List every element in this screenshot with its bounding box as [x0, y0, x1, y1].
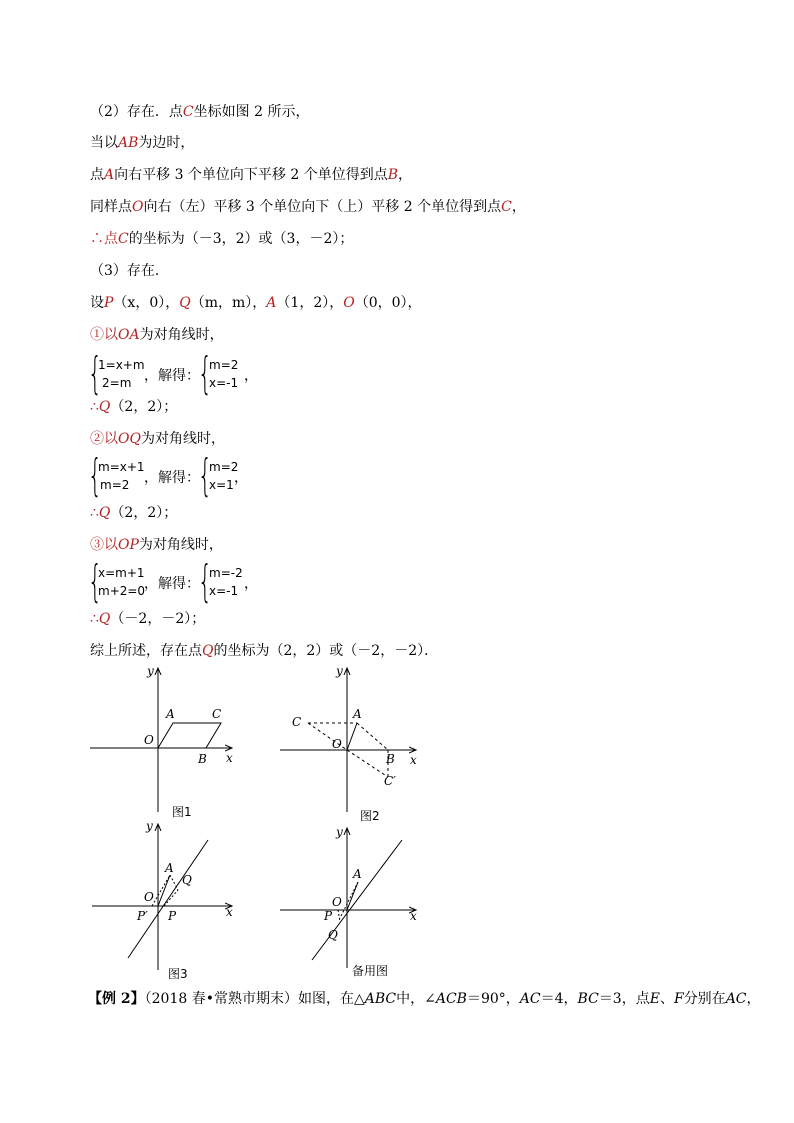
- brace-icon: {: [88, 348, 102, 399]
- figures: [0, 660, 794, 990]
- fig4-label-a: A: [353, 867, 362, 881]
- fig2-y-label: y: [336, 664, 343, 678]
- brace-icon: {: [198, 556, 212, 607]
- fig3-dashed-pq: [164, 890, 178, 906]
- case1-result1: m=2: [209, 358, 239, 372]
- case1-comma: ，: [244, 368, 258, 384]
- case2-eq1: m=x+1: [98, 460, 145, 474]
- fig2-label-c: C: [292, 715, 302, 729]
- fig4-caption: 备用图: [352, 964, 389, 978]
- line-part3-intro: （3）存在．: [90, 263, 169, 279]
- fig4-label-q: Q: [328, 928, 338, 942]
- case3-system: [88, 556, 348, 607]
- fig1-label-c: C: [212, 707, 222, 721]
- fig4-y-label: y: [336, 825, 343, 839]
- fig3-label-p: P: [168, 909, 177, 923]
- case1-heading: ①以OA为对角线时，: [90, 327, 224, 343]
- fig1-caption: 图1: [172, 805, 192, 819]
- case2-result: ∴Q（2，2）；: [90, 505, 178, 521]
- fig2-caption: 图2: [360, 809, 380, 823]
- fig1-label-a: A: [166, 707, 175, 721]
- fig4-label-p: P: [324, 909, 333, 923]
- fig3-y-label: y: [146, 819, 153, 833]
- case1-solve-label: ，解得：: [144, 368, 200, 384]
- case1-eq2: 2=m: [102, 376, 132, 390]
- case2-result1: m=2: [209, 460, 239, 474]
- case3-result1: m=-2: [209, 566, 243, 580]
- figure-3: [92, 819, 233, 981]
- line-part2-intro: （2）存在．点C坐标如图 2 所示，: [90, 104, 310, 120]
- case2-heading: ②以OQ为对角线时，: [90, 431, 225, 447]
- line-translate-o: 同样点O向右（左）平移 3 个单位向下（上）平移 2 个单位得到点C，: [90, 199, 526, 215]
- figure-1: [90, 664, 233, 819]
- fig1-label-o: O: [144, 733, 154, 747]
- fig3-dashed-pa: [152, 875, 170, 906]
- line-set-points: 设P（x，0），Q（m，m），A（1，2），O（0，0），: [90, 295, 422, 311]
- fig3-caption: 图3: [168, 967, 188, 981]
- fig2-x-label: x: [410, 753, 417, 767]
- fig2-oa: [347, 723, 357, 750]
- fig1-x-label: x: [226, 751, 233, 765]
- fig1-label-b: B: [198, 752, 207, 766]
- fig3-label-o: O: [144, 890, 154, 904]
- case2-solve-label: ，解得：: [144, 470, 200, 486]
- case3-comma: ，: [244, 576, 258, 592]
- line-translate-a: 点A向右平移 3 个单位向下平移 2 个单位得到点B，: [90, 167, 413, 183]
- fig4-dashed-pq: [338, 910, 340, 922]
- case3-eq1: x=m+1: [98, 566, 145, 580]
- case1-result: ∴Q（2，2）；: [90, 399, 178, 415]
- fig3-line-y-eq-x: [128, 840, 208, 958]
- fig4-x-label: x: [410, 909, 417, 923]
- fig4-line-y-eq-x: [312, 840, 402, 960]
- brace-icon: {: [198, 348, 212, 399]
- fig1-y-label: y: [147, 664, 154, 678]
- line-ab-side: 当以AB为边时，: [90, 135, 195, 151]
- fig2-label-c-prime: C′: [384, 774, 396, 788]
- figure-4: [280, 825, 417, 978]
- fig3-label-p-prime: P′: [137, 909, 148, 923]
- case1-eq1: 1=x+m: [98, 358, 145, 372]
- fig3-oa: [158, 875, 170, 906]
- brace-icon: {: [88, 450, 102, 501]
- fig2-label-o: O: [332, 737, 342, 751]
- brace-icon: {: [88, 556, 102, 607]
- case2-result2: x=1: [209, 478, 234, 492]
- fig3-label-a: A: [165, 861, 174, 875]
- case3-solve-label: ，解得：: [144, 576, 200, 592]
- brace-icon: {: [198, 450, 212, 501]
- fig2-dashed-ab: [357, 723, 388, 750]
- figure-2: [280, 664, 417, 823]
- fig3-x-label: x: [226, 905, 233, 919]
- line-c-coords: ∴点C的坐标为（－3，2）或（3，－2）；: [90, 231, 354, 247]
- case3-result: ∴Q（－2，－2）；: [90, 611, 206, 627]
- case1-result2: x=-1: [209, 376, 239, 390]
- fig3-dashed-aq: [170, 875, 178, 890]
- fig4-dashed-aq: [340, 882, 358, 918]
- fig1-parallelogram: [158, 723, 221, 748]
- case1-system: [88, 348, 348, 399]
- fig2-dashed-oc2: [347, 750, 388, 777]
- case2-comma: ，: [234, 470, 248, 486]
- fig2-label-b: B: [386, 752, 395, 766]
- fig4-label-o: O: [332, 895, 342, 909]
- example2-tag: 【例 2】: [88, 991, 145, 1007]
- case2-system: [88, 450, 348, 501]
- case3-heading: ③以OP为对角线时，: [90, 537, 223, 553]
- case3-result2: x=-1: [209, 584, 239, 598]
- case3-eq2: m+2=0: [98, 584, 146, 598]
- case2-eq2: m=2: [100, 478, 130, 492]
- fig2-label-a: A: [353, 707, 362, 721]
- fig3-label-q: Q: [182, 873, 192, 887]
- summary-line: 综上所述，存在点Q的坐标为（2，2）或（－2，－2）．: [90, 643, 439, 659]
- example2-line: 【例 2】（2018 春•常熟市期末）如图，在△ABC中，∠ACB＝90°，AC＝4，BC＝3，点E、F分别在AC，: [88, 991, 761, 1007]
